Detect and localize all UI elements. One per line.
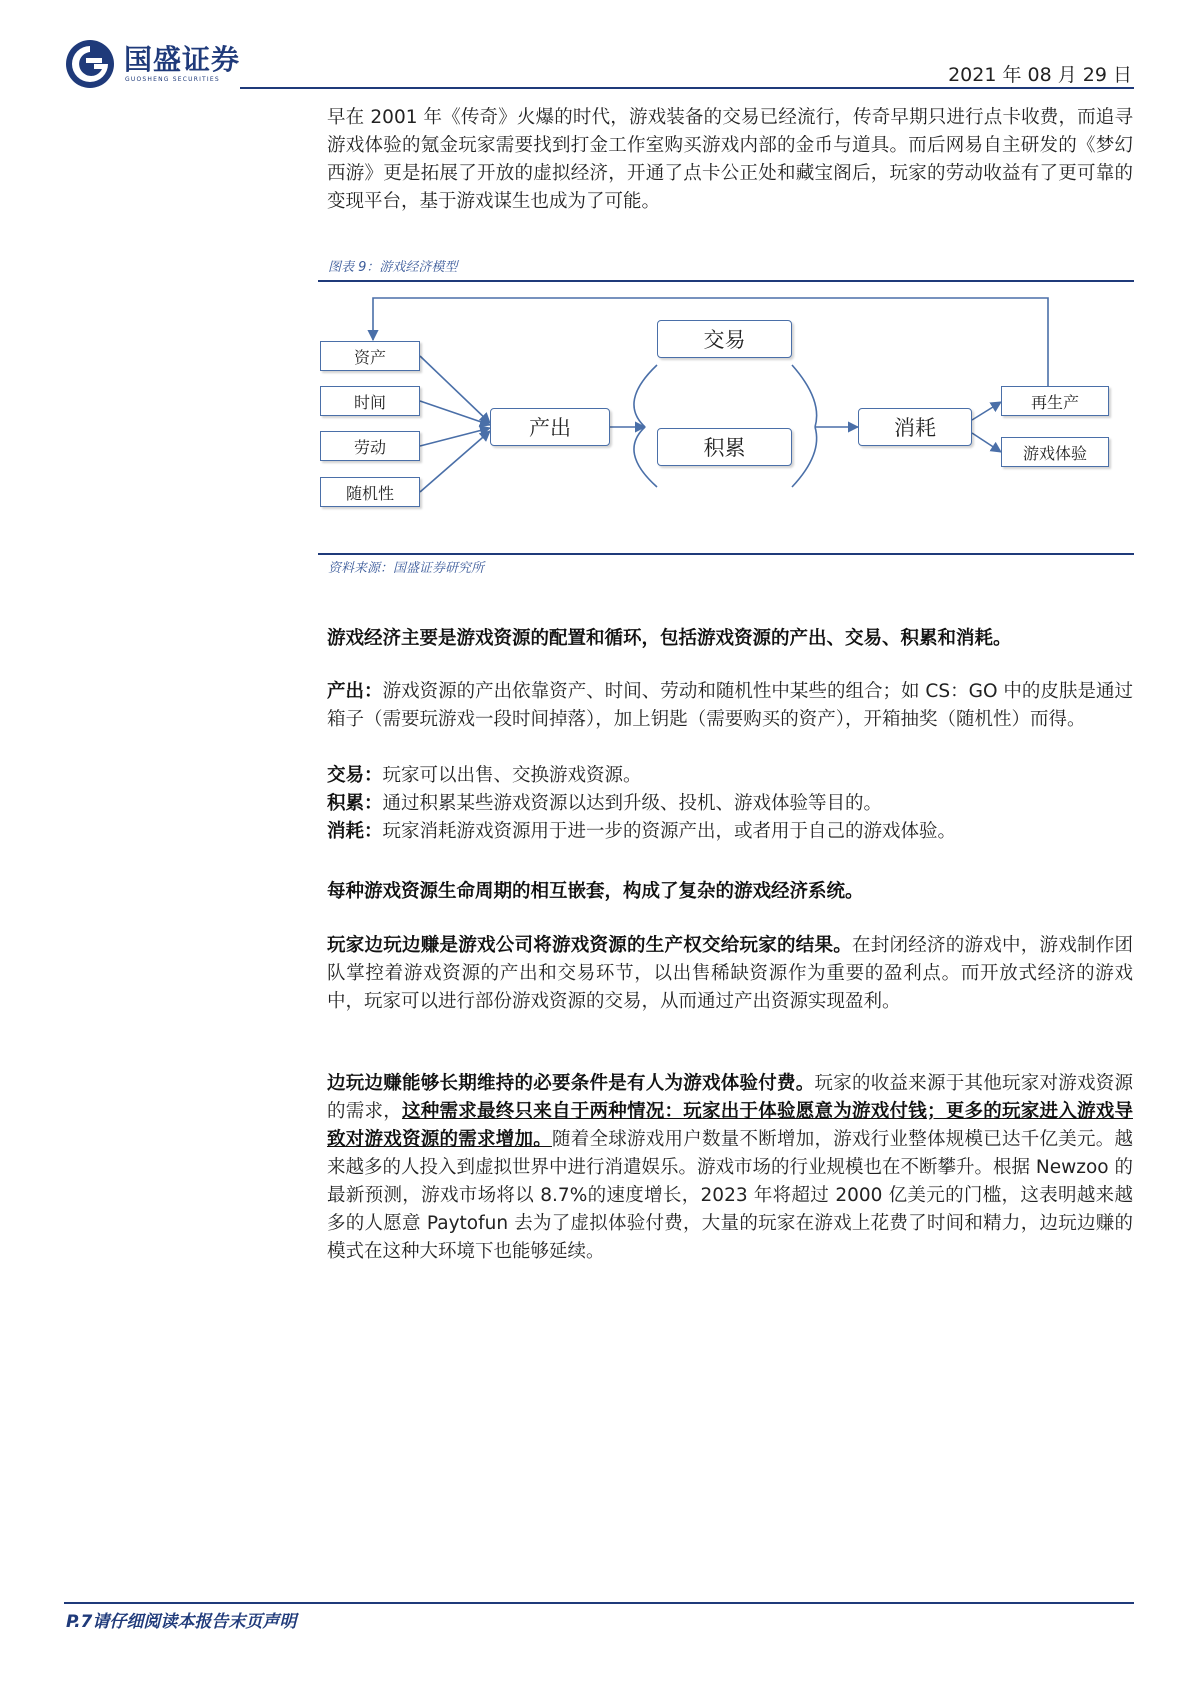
reproduce-node: 再生产: [1001, 386, 1109, 416]
definition-text: 玩家可以出售、交换游戏资源。: [382, 765, 642, 786]
definition-consume: [327, 818, 1133, 846]
definition-term: 消耗：: [327, 821, 383, 842]
experience-node: 游戏体验: [1001, 437, 1109, 467]
footer-disclaimer: P.7请仔细阅读本报告末页声明: [66, 1612, 297, 1632]
sustainability-paragraph: [327, 1070, 1133, 1266]
definition-accumulate: [327, 790, 1133, 818]
guosheng-logo-icon: [64, 38, 116, 90]
input-node-time: 时间: [320, 386, 420, 416]
input-node-labor: 劳动: [320, 431, 420, 461]
input-node-randomness: 随机性: [320, 477, 420, 507]
input-node-assets: 资产: [320, 341, 420, 371]
paragraph-body: 玩家的收益来源于其他玩家对游戏资源的需求，: [327, 1073, 1133, 1122]
definition-text: 游戏资源的产出依靠资产、时间、劳动和随机性中某些的组合；如 CS：GO 中的皮肤是通过箱子（需要玩游戏一段时间掉落），加上钥匙（需要购买的资产），开箱抽奖（随机性）而得。: [327, 681, 1133, 730]
paragraph-lead: 玩家边玩边赚是游戏公司将游戏资源的生产权交给玩家的结果。: [327, 935, 852, 956]
accumulate-node: 积累: [657, 428, 792, 466]
definition-trade: [327, 762, 1133, 790]
section-heading: 游戏经济主要是游戏资源的配置和循环，包括游戏资源的产出、交易、积累和消耗。: [327, 628, 1012, 649]
definition-text: 通过积累某些游戏资源以达到升级、投机、游戏体验等目的。: [382, 793, 883, 814]
figure-top-rule: [318, 280, 1134, 282]
paragraph-body: 随着全球游戏用户数量不断增加，游戏行业整体规模已达千亿美元。越来越多的人投入到虚拟世界中进行消遣娱乐。游戏市场的行业规模也在不断攀升。根据 Newzoo 的最新预测，游戏市场将以 8.7%的速度增长，2023 年将超过 2000 亿美元的门槛，这表明越来越多的人愿意 Paytofun 去为了虚拟体验付费，大量的玩家在游戏上花费了时间和精力，边玩边赚的模式在这种大环境下也能够延续。: [327, 1129, 1133, 1262]
definition-term: 积累：: [327, 793, 383, 814]
brand-subtitle: GUOSHENG SECURITIES: [125, 76, 220, 83]
earn-while-play-paragraph: [327, 932, 1133, 1016]
paragraph-body: 在封闭经济的游戏中，游戏制作团队掌控着游戏资源的产出和交易环节，以出售稀缺资源作为重要的盈利点。而开放式经济的游戏中，玩家可以进行部份游戏资源的交易，从而通过产出资源实现盈利。: [327, 935, 1133, 1012]
paragraph-lead: 边玩边赚能够长期维持的必要条件是有人为游戏体验付费。: [327, 1073, 815, 1094]
definition-text: 玩家消耗游戏资源用于进一步的资源产出，或者用于自己的游戏体验。: [382, 821, 957, 842]
definition-term: 产出：: [327, 681, 383, 702]
figure-bottom-rule: [318, 553, 1134, 555]
trade-node: 交易: [657, 320, 792, 358]
consume-node: 消耗: [858, 408, 972, 446]
definition-produce: [327, 678, 1133, 734]
definition-term: 交易：: [327, 765, 383, 786]
figure-caption: 图表 9：游戏经济模型: [328, 260, 458, 275]
brand-logo: [64, 36, 274, 92]
figure-source: 资料来源：国盛证券研究所: [328, 561, 485, 576]
intro-paragraph: 早在 2001 年《传奇》火爆的时代，游戏装备的交易已经流行，传奇早期只进行点卡收费，而追寻游戏体验的氪金玩家需要找到打金工作室购买游戏内部的金币与道具。而后网易自主研发的《梦幻西游》更是拓展了开放的虚拟经济，开通了点卡公正处和藏宝阁后，玩家的劳动收益有了更可靠的变现平台，基于游戏谋生也成为了可能。: [327, 107, 1133, 212]
game-economy-diagram: [318, 290, 1134, 535]
report-date: 2021 年 08 月 29 日: [948, 64, 1132, 86]
subsection-heading: 每种游戏资源生命周期的相互嵌套，构成了复杂的游戏经济系统。: [327, 881, 864, 902]
footer-divider: [64, 1602, 1134, 1604]
paragraph-key-point: 这种需求最终只来自于两种情况：玩家出于体验愿意为游戏付钱；更多的玩家进入游戏导致对游戏资源的需求增加。: [327, 1101, 1133, 1150]
produce-node: 产出: [490, 408, 610, 446]
brand-name: 国盛证券: [124, 43, 241, 76]
header-divider: [240, 87, 1134, 89]
